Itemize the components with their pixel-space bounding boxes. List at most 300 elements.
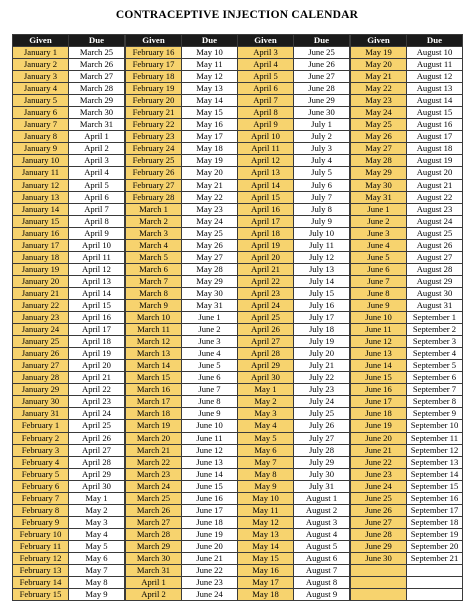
due-date-cell: May 19 [182,155,238,167]
due-date-cell: May 15 [182,107,238,119]
table-row [351,143,463,155]
table-row [13,287,125,299]
table-row [126,504,238,516]
table-row [126,203,238,215]
due-date-cell: March 31 [69,119,125,131]
due-date-cell: July 15 [294,287,350,299]
given-date-cell: March 23 [126,468,182,480]
table-row [351,324,463,336]
given-date-cell: April 1 [126,577,182,589]
due-date-cell: March 28 [69,83,125,95]
table-row [13,83,125,95]
table-row [238,47,350,59]
due-date-cell: March 25 [69,47,125,59]
given-date-cell: March 3 [126,227,182,239]
table-row [13,348,125,360]
table-row [238,275,350,287]
given-date-cell: January 15 [13,215,69,227]
due-date-cell: August 30 [407,287,463,299]
due-date-cell: June 26 [294,59,350,71]
given-date-cell: May 18 [238,589,294,601]
given-date-cell: January 17 [13,239,69,251]
due-date-cell: May 16 [182,119,238,131]
given-date-cell: March 28 [126,528,182,540]
given-date-cell: June 26 [351,504,407,516]
given-date-cell: April 30 [238,372,294,384]
given-date-cell: June 17 [351,396,407,408]
given-date-cell: February 6 [13,480,69,492]
table-row [351,504,463,516]
table-row [13,420,125,432]
table-row [126,275,238,287]
table-row [13,119,125,131]
due-date-cell: June 20 [182,540,238,552]
table-row [126,336,238,348]
due-date-cell: August 29 [407,275,463,287]
due-date-cell: May 7 [69,565,125,577]
given-date-cell: April 25 [238,312,294,324]
given-date-cell: February 3 [13,444,69,456]
due-date-cell: August 13 [407,83,463,95]
due-date-cell: September 16 [407,492,463,504]
table-row [238,107,350,119]
due-date-cell: August 27 [407,251,463,263]
due-date-cell: September 2 [407,324,463,336]
given-date-cell: April 7 [238,95,294,107]
given-header: Given [238,35,294,47]
given-date-cell: February 20 [126,95,182,107]
given-date-cell: May 2 [238,396,294,408]
due-date-cell: June 18 [182,516,238,528]
given-date-cell: February 26 [126,167,182,179]
given-date-cell: April 22 [238,275,294,287]
table-row [13,251,125,263]
due-date-cell: April 18 [69,336,125,348]
table-row [351,167,463,179]
due-date-cell: April 14 [69,287,125,299]
due-date-cell: July 21 [294,360,350,372]
due-date-cell: July 24 [294,396,350,408]
table-row [351,420,463,432]
given-date-cell: April 8 [238,107,294,119]
given-date-cell: May 9 [238,480,294,492]
given-date-cell: May 17 [238,577,294,589]
due-date-cell: July 12 [294,251,350,263]
due-date-cell: June 24 [182,589,238,601]
given-date-cell: June 29 [351,540,407,552]
table-row [238,348,350,360]
due-date-cell: April 13 [69,275,125,287]
due-date-cell: April 25 [69,420,125,432]
given-date-cell: March 1 [126,203,182,215]
given-date-cell: March 22 [126,456,182,468]
due-date-cell: March 30 [69,107,125,119]
given-date-cell: January 22 [13,299,69,311]
given-date-cell: January 28 [13,372,69,384]
table-row [238,59,350,71]
given-header: Given [126,35,182,47]
due-date-cell: April 22 [69,384,125,396]
table-row [238,565,350,577]
table-row [126,119,238,131]
table-row [351,480,463,492]
table-row [351,456,463,468]
given-date-cell: June 19 [351,420,407,432]
due-date-cell: April 12 [69,263,125,275]
given-date-cell: April 26 [238,324,294,336]
given-date-cell: January 3 [13,71,69,83]
due-date-cell: September 20 [407,540,463,552]
given-date-cell: January 27 [13,360,69,372]
given-date-cell: March 18 [126,408,182,420]
due-date-cell: July 31 [294,480,350,492]
table-row [238,203,350,215]
due-date-cell: April 19 [69,348,125,360]
given-date-cell: March 27 [126,516,182,528]
given-date-cell: January 13 [13,191,69,203]
due-date-cell: June 21 [182,552,238,564]
given-date-cell: February 22 [126,119,182,131]
given-date-cell: June 2 [351,215,407,227]
given-header: Given [13,35,69,47]
table-row [13,444,125,456]
given-date-cell: May 22 [351,83,407,95]
table-row [126,432,238,444]
table-row [238,191,350,203]
table-row [351,432,463,444]
given-date-cell: June 11 [351,324,407,336]
given-date-cell [351,565,407,577]
given-date-cell: June 22 [351,456,407,468]
given-date-cell: April 24 [238,299,294,311]
table-row [351,227,463,239]
table-row [126,263,238,275]
table-row [13,191,125,203]
due-date-cell: June 17 [182,504,238,516]
given-date-cell: January 12 [13,179,69,191]
given-date-cell: April 3 [238,47,294,59]
due-date-cell: May 4 [69,528,125,540]
table-row [238,324,350,336]
given-date-cell: June 25 [351,492,407,504]
given-date-cell: February 11 [13,540,69,552]
given-date-cell: May 1 [238,384,294,396]
due-date-cell: July 23 [294,384,350,396]
given-date-cell: January 25 [13,336,69,348]
given-date-cell: January 7 [13,119,69,131]
due-date-cell: April 16 [69,312,125,324]
due-date-cell: May 31 [182,299,238,311]
due-date-cell: July 7 [294,191,350,203]
table-row [351,492,463,504]
table-row [351,131,463,143]
due-date-cell: September 18 [407,516,463,528]
table-row [13,71,125,83]
due-date-cell: May 11 [182,59,238,71]
table-row [351,312,463,324]
given-date-cell: June 14 [351,360,407,372]
given-date-cell: January 21 [13,287,69,299]
table-row [126,179,238,191]
due-date-cell: June 9 [182,408,238,420]
due-date-cell: April 17 [69,324,125,336]
table-row [351,107,463,119]
table-row [238,239,350,251]
table-row [126,312,238,324]
table-row [238,95,350,107]
table-row [238,299,350,311]
table-row [13,275,125,287]
given-date-cell: April 18 [238,227,294,239]
due-date-cell: June 6 [182,372,238,384]
due-date-cell [407,565,463,577]
due-date-cell: April 2 [69,143,125,155]
table-row [126,516,238,528]
table-row [351,384,463,396]
due-date-cell: July 29 [294,456,350,468]
due-date-cell: September 19 [407,528,463,540]
table-row [238,396,350,408]
given-date-cell: February 17 [126,59,182,71]
due-date-cell: June 25 [294,47,350,59]
given-date-cell: February 15 [13,589,69,601]
due-date-cell: June 15 [182,480,238,492]
table-row [13,107,125,119]
due-date-cell: May 6 [69,552,125,564]
table-row [126,71,238,83]
due-date-cell: May 13 [182,83,238,95]
given-date-cell: January 2 [13,59,69,71]
due-date-cell: September 12 [407,444,463,456]
due-date-cell: June 10 [182,420,238,432]
table-row [126,95,238,107]
due-header: Due [182,35,238,47]
given-date-cell: January 20 [13,275,69,287]
table-row [126,540,238,552]
given-date-cell: June 8 [351,287,407,299]
given-date-cell: May 14 [238,540,294,552]
given-date-cell: March 7 [126,275,182,287]
due-date-cell [407,577,463,589]
due-date-cell: July 28 [294,444,350,456]
table-row [351,95,463,107]
given-date-cell: May 25 [351,119,407,131]
table-row [126,480,238,492]
given-date-cell: February 12 [13,552,69,564]
due-date-cell: April 29 [69,468,125,480]
table-row [351,275,463,287]
due-date-cell: May 1 [69,492,125,504]
table-row [13,167,125,179]
due-date-cell: August 10 [407,47,463,59]
given-date-cell: March 16 [126,384,182,396]
due-date-cell: May 18 [182,143,238,155]
given-date-cell: June 3 [351,227,407,239]
table-row [351,348,463,360]
given-date-cell: February 21 [126,107,182,119]
table-row [13,263,125,275]
given-date-cell: March 10 [126,312,182,324]
due-date-cell: August 5 [294,540,350,552]
table-row [13,492,125,504]
due-date-cell: April 10 [69,239,125,251]
page-title: CONTRACEPTIVE INJECTION CALENDAR [115,9,359,21]
due-date-cell: September 4 [407,348,463,360]
due-date-cell: August 26 [407,239,463,251]
given-date-cell: February 10 [13,528,69,540]
given-date-cell: May 4 [238,420,294,432]
due-date-cell: May 28 [182,263,238,275]
given-date-cell: June 21 [351,444,407,456]
given-date-cell: February 16 [126,47,182,59]
given-date-cell: January 6 [13,107,69,119]
table-row [126,143,238,155]
given-date-cell: May 13 [238,528,294,540]
given-date-cell [351,577,407,589]
table-row [351,59,463,71]
table-row [13,468,125,480]
given-date-cell: April 17 [238,215,294,227]
due-date-cell: July 6 [294,179,350,191]
table-row [13,336,125,348]
due-header: Due [407,35,463,47]
due-date-cell: August 20 [407,167,463,179]
due-date-cell: July 9 [294,215,350,227]
table-row [238,552,350,564]
due-date-cell: May 8 [69,577,125,589]
table-row [238,444,350,456]
table-row [13,299,125,311]
table-row [126,299,238,311]
given-date-cell: April 27 [238,336,294,348]
table-row [13,312,125,324]
table-row [351,203,463,215]
given-date-cell: March 13 [126,348,182,360]
due-date-cell: May 9 [69,589,125,601]
table-row [13,324,125,336]
due-date-cell: July 14 [294,275,350,287]
given-date-cell: May 20 [351,59,407,71]
table-row [13,47,125,59]
given-date-cell: March 24 [126,480,182,492]
given-date-cell: March 12 [126,336,182,348]
given-date-cell: February 4 [13,456,69,468]
given-date-cell: April 12 [238,155,294,167]
table-row [238,336,350,348]
table-row [13,143,125,155]
table-row [126,577,238,589]
table-row [126,239,238,251]
given-date-cell: April 19 [238,239,294,251]
table-row [126,47,238,59]
table-row [238,420,350,432]
given-date-cell: April 6 [238,83,294,95]
table-row [13,372,125,384]
given-date-cell: February 19 [126,83,182,95]
table-row [351,444,463,456]
given-date-cell: June 30 [351,552,407,564]
table-row [351,540,463,552]
table-row [351,468,463,480]
table-row [13,480,125,492]
due-date-cell: May 10 [182,47,238,59]
given-date-cell: March 8 [126,287,182,299]
given-date-cell: June 20 [351,432,407,444]
given-date-cell: March 29 [126,540,182,552]
due-date-cell: May 5 [69,540,125,552]
given-date-cell: May 8 [238,468,294,480]
given-date-cell: March 6 [126,263,182,275]
table-row [238,251,350,263]
table-row [13,528,125,540]
due-date-cell: April 28 [69,456,125,468]
table-row [238,589,350,601]
table-row [13,408,125,420]
due-date-cell: May 14 [182,95,238,107]
given-date-cell: January 11 [13,167,69,179]
given-date-cell: June 23 [351,468,407,480]
given-date-cell: March 9 [126,299,182,311]
table-row [126,456,238,468]
table-row [126,227,238,239]
due-date-cell: August 25 [407,227,463,239]
due-date-cell: July 19 [294,336,350,348]
table-row [126,324,238,336]
given-date-cell: February 23 [126,131,182,143]
table-row [238,456,350,468]
table-row [13,203,125,215]
due-date-cell: April 5 [69,179,125,191]
given-date-cell: March 19 [126,420,182,432]
calendar-block-2 [125,34,237,601]
calendar-table [125,34,238,601]
header-row [13,35,125,47]
due-date-cell: June 22 [182,565,238,577]
given-date-cell: June 5 [351,251,407,263]
given-date-cell: January 5 [13,95,69,107]
due-date-cell: June 14 [182,468,238,480]
table-row [238,480,350,492]
header-row [238,35,350,47]
due-date-cell: August 8 [294,577,350,589]
given-date-cell: May 11 [238,504,294,516]
due-date-cell: May 29 [182,275,238,287]
due-date-cell: April 26 [69,432,125,444]
due-date-cell: May 2 [69,504,125,516]
due-date-cell: September 6 [407,372,463,384]
given-date-cell: May 3 [238,408,294,420]
due-date-cell: August 2 [294,504,350,516]
due-date-cell: July 20 [294,348,350,360]
table-row [13,432,125,444]
table-row [126,251,238,263]
due-date-cell: August 1 [294,492,350,504]
table-row [126,155,238,167]
given-date-cell: May 26 [351,131,407,143]
due-date-cell: April 1 [69,131,125,143]
given-date-cell: May 27 [351,143,407,155]
table-row [126,287,238,299]
table-row [126,408,238,420]
given-date-cell: June 7 [351,275,407,287]
due-date-cell: May 17 [182,131,238,143]
given-date-cell: March 30 [126,552,182,564]
table-row [351,336,463,348]
table-row [238,179,350,191]
table-row [13,565,125,577]
due-date-cell: August 14 [407,95,463,107]
due-date-cell: July 4 [294,155,350,167]
